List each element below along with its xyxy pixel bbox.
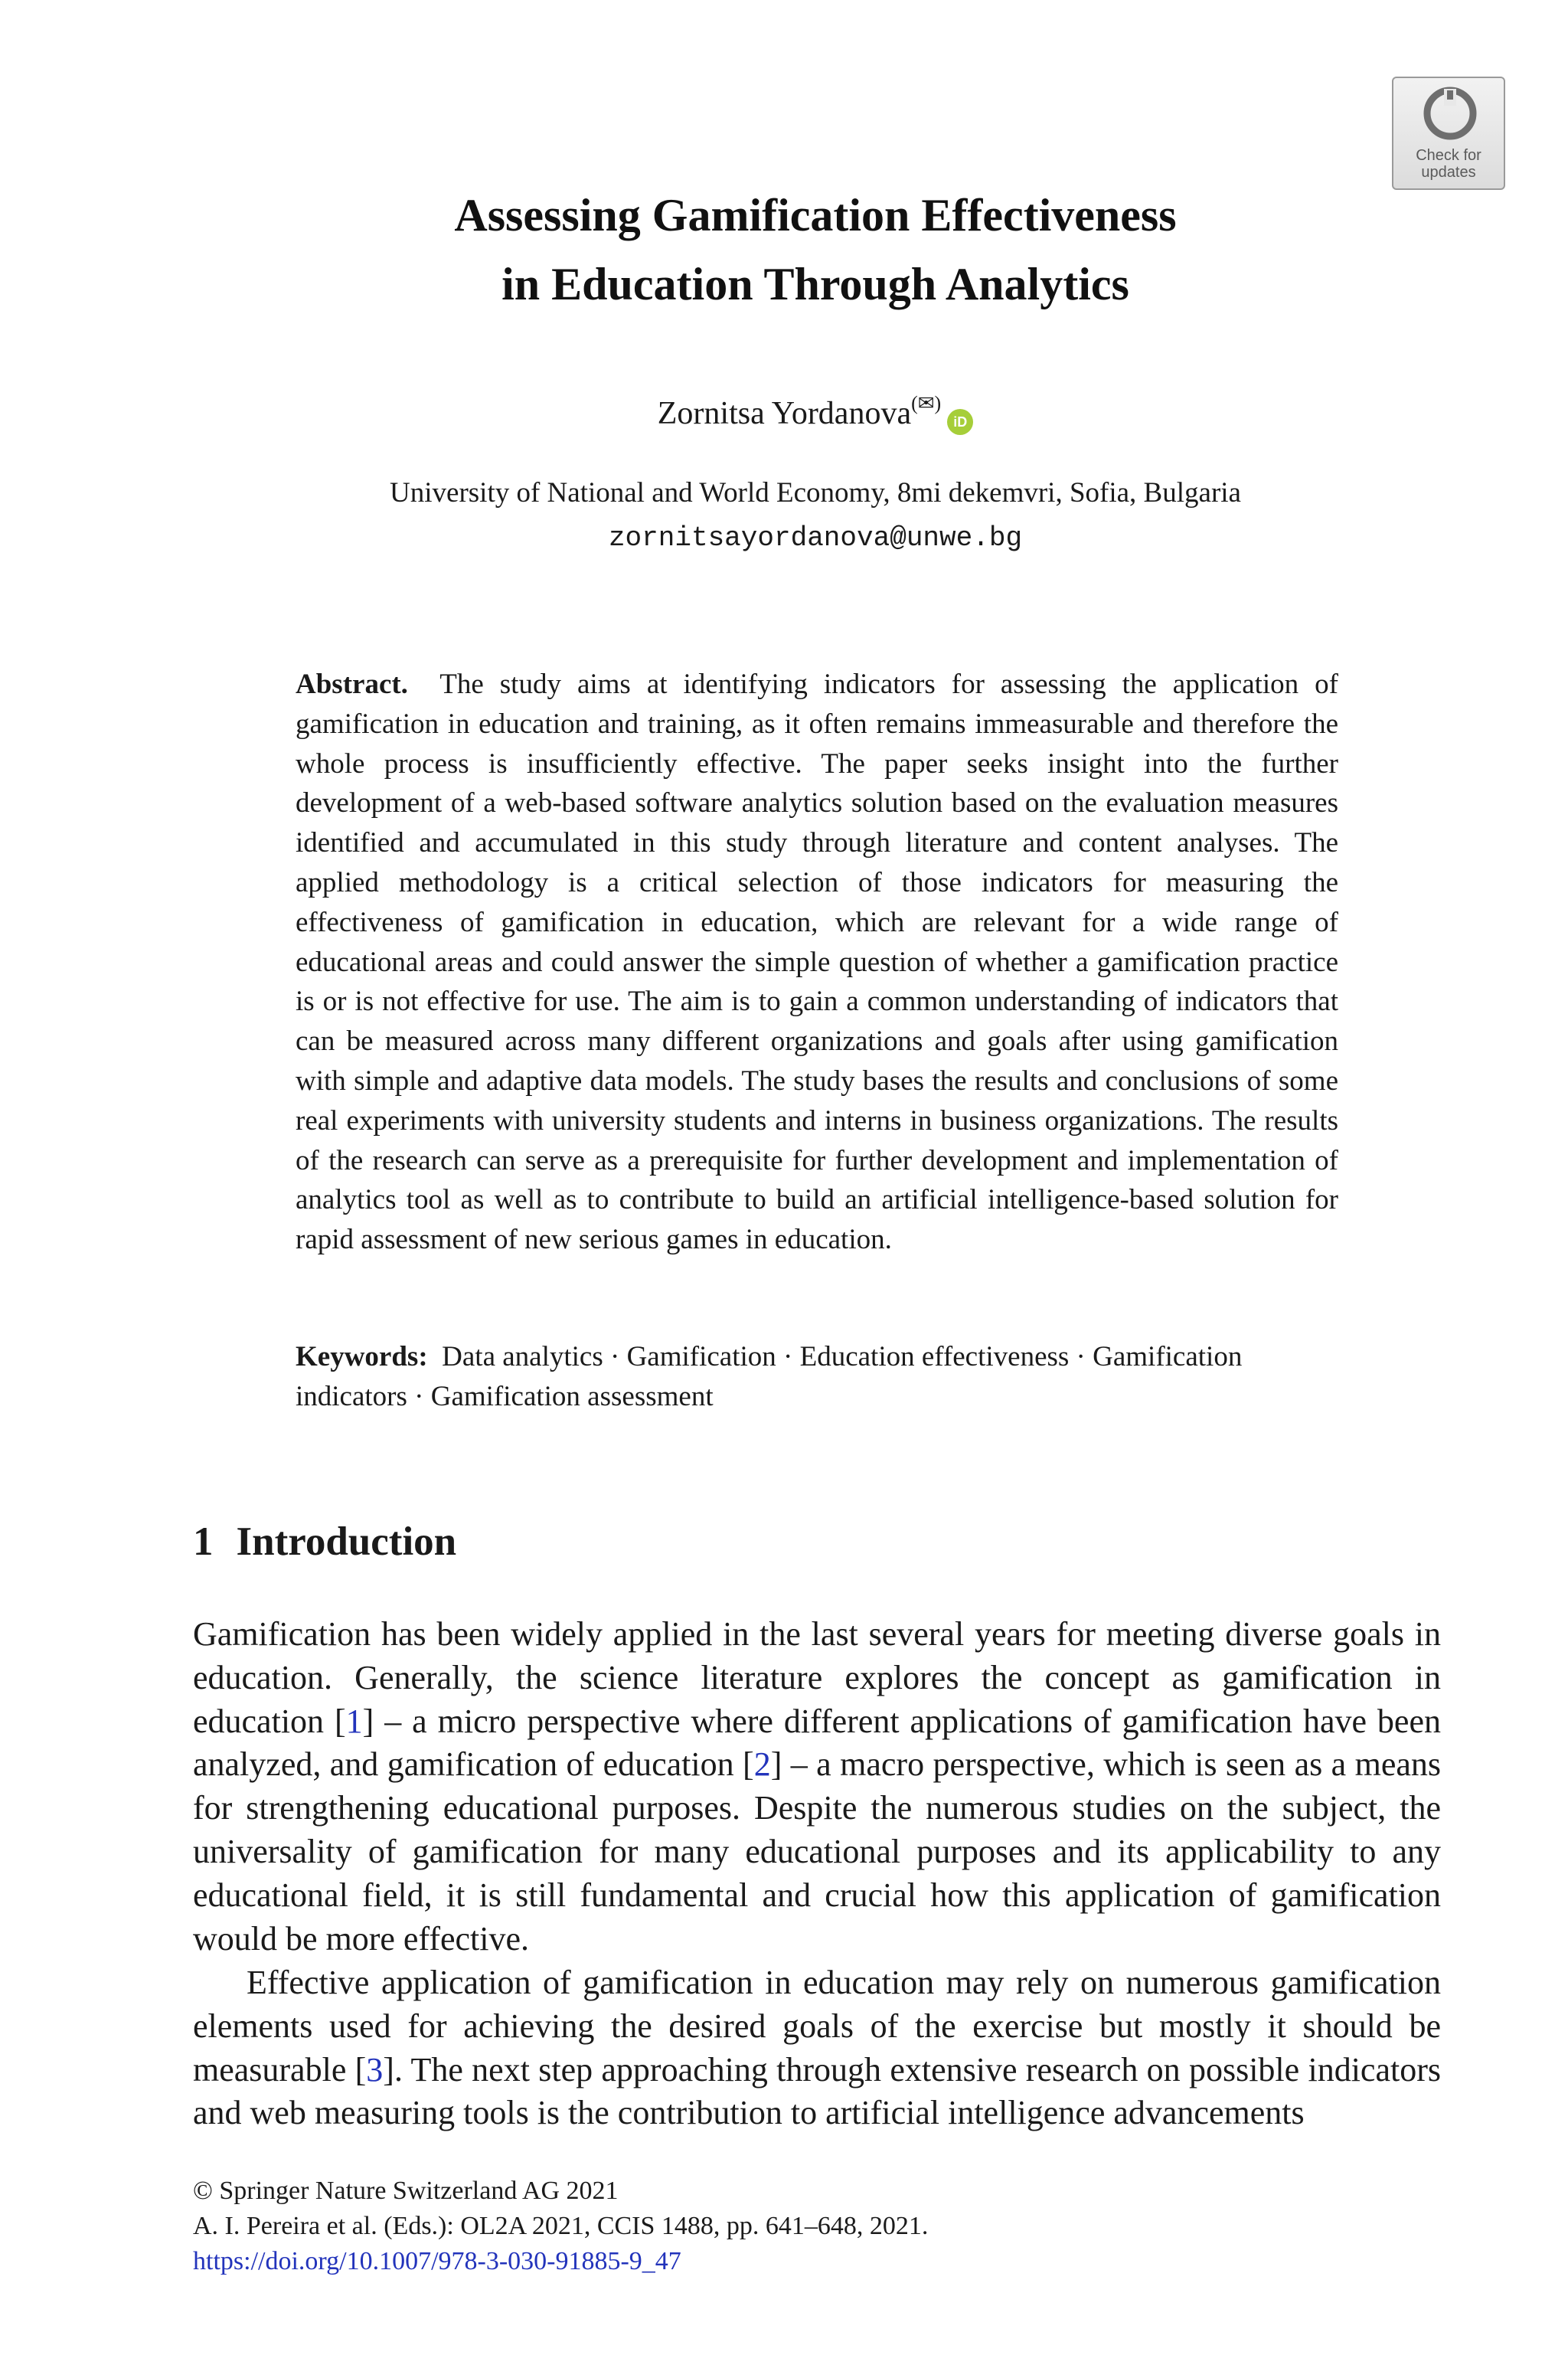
section-number: 1 <box>193 1519 214 1564</box>
abstract-text: The study aims at identifying indicators for assessing the application of gamification in education and training, as it often remains immeasurable and therefore the whole process is insufficiently effective. The paper seeks insight into the further development of a web-based software analytics solution based on the evaluation measures identified and accumulated in this study through literature and content analyses. The applied methodology is a critical selection of those indicators for measuring the effectiveness of gamification in education, which are relevant for a wide range of educational areas and could answer the simple question of whether a gamification practice is or is not effective for use. The aim is to gain a common understanding of indicators that can be measured across many different organizations and goals after using gamification with simple and adaptive data models. The study bases the results and conclusions of some real experiments with university students and interns in business organizations. The results of the research can serve as a prerequisite for further development and implementation of analytics tool as well as to contribute to build an artificial intelligence-based solution for rapid assessment of new serious games in education. <box>296 669 1338 1256</box>
check-for-updates-badge[interactable] <box>1392 77 1505 190</box>
copyright: © Springer Nature Switzerland AG 2021 <box>193 2177 619 2205</box>
abstract-label: Abstract. <box>296 669 408 700</box>
citation-info: A. I. Pereira et al. (Eds.): OL2A 2021, CCIS 1488, pp. 641–648, 2021. <box>193 2212 929 2240</box>
author-name: Zornitsa Yordanova <box>657 396 912 431</box>
paragraph <box>193 1961 1441 2135</box>
paragraph-text: Gamification has been widely applied in the last several years for meeting diverse goals in education. Generally, the science literature explores the concept as gamification in education [ <box>193 1615 1441 1740</box>
title-line-2: in Education Through Analytics <box>501 259 1129 309</box>
refresh-icon <box>1423 86 1478 141</box>
citation-link[interactable]: 2 <box>753 1745 771 1784</box>
author-email[interactable]: zornitsayordanova@unwe.bg <box>608 522 1023 554</box>
affiliation: University of National and World Economy, 8mi dekemvri, Sofia, Bulgaria <box>390 477 1241 509</box>
paragraph-text: Effective application of gamification in education may rely on numerous gamification elements used for achieving the desired goals of the exercise but mostly it should be measurable [ <box>193 1964 1441 2089</box>
paragraph <box>193 1613 1441 1961</box>
keywords <box>296 1337 1338 1417</box>
keywords-label: Keywords: <box>296 1341 428 1372</box>
section-heading <box>193 1519 456 1565</box>
badge-line-2: updates <box>1421 164 1476 181</box>
paragraph-text: ] – a macro perspective, which is seen as a means for strengthening educational purposes. Despite the numerous studies on the subject, the universality of gamification for many educational purposes and its applicability to any educational field, it is still fundamental and crucial how this application of gamification would be more effective. <box>193 1745 1442 1958</box>
citation-link[interactable]: 3 <box>366 2050 384 2089</box>
paragraph-text: ] – a micro perspective where different applications of gamification have been analyzed, and gamification of education [ <box>193 1702 1441 1784</box>
keywords-text: Data analytics · Gamification · Education effectiveness · Gamification indicators · Gamification assessment <box>296 1341 1243 1412</box>
abstract <box>296 665 1338 1260</box>
orcid-icon[interactable]: iD <box>947 409 973 435</box>
badge-line-1: Check for <box>1416 147 1481 164</box>
author-line <box>0 392 1568 435</box>
citation-link[interactable]: 1 <box>345 1702 363 1740</box>
paper-title <box>0 181 1568 319</box>
footer <box>193 2174 1265 2279</box>
section-title: Introduction <box>236 1519 457 1564</box>
corresponding-author-mark: (✉) <box>911 392 942 414</box>
doi-link[interactable]: https://doi.org/10.1007/978-3-030-91885-9_47 <box>193 2247 681 2275</box>
paragraph-text: ]. The next step approaching through extensive research on possible indicators and web measuring tools is the contribution to artificial intelligence advancements <box>193 2050 1441 2132</box>
title-line-1: Assessing Gamification Effectiveness <box>454 190 1177 240</box>
